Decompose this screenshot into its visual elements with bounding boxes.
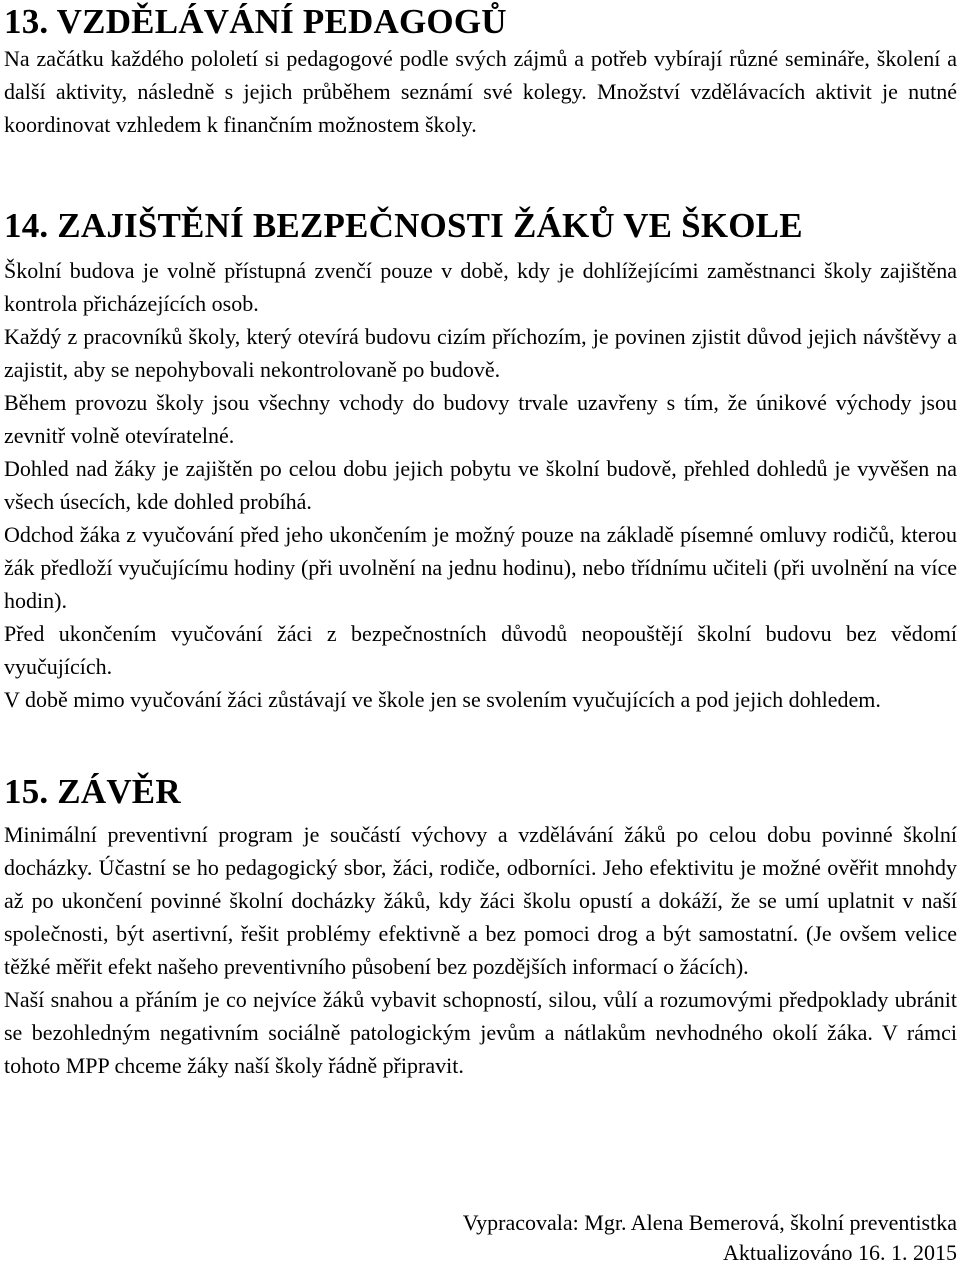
section-student-safety [4,206,957,716]
paragraph: Školní budova je volně přístupná zvenčí pouze v době, kdy je dohlížejícími zaměstnanci školy zajištěna kontrola přicházejících osob. [4,258,957,316]
paragraph: V době mimo vyučování žáci zůstávají ve škole jen se svolením vyučujících a pod jejich dohledem. [4,687,881,712]
paragraph: Dohled nad žáky je zajištěn po celou dobu jejich pobytu ve školní budově, přehled dohledů je vyvěšen na všech úsecích, kde dohled probíhá. [4,456,957,514]
section-heading: 13. VZDĚLÁVÁNÍ PEDAGOGŮ [4,2,507,41]
signature-block [463,1208,957,1268]
section-heading: 15. ZÁVĚR [4,772,181,811]
section-conclusion [4,772,957,1082]
paragraph: Každý z pracovníků školy, který otevírá budovu cizím příchozím, je povinen zjistit důvod jejich návštěvy a zajistit, aby se nepohybovali nekontrolovaně po budově. [4,324,957,382]
paragraph: Během provozu školy jsou všechny vchody do budovy trvale uzavřeny s tím, že únikové východy jsou zevnitř volně otevíratelné. [4,390,957,448]
updated-date: Aktualizováno 16. 1. 2015 [722,1240,957,1265]
section-heading: 14. ZAJIŠTĚNÍ BEZPEČNOSTI ŽÁKŮ VE ŠKOLE [4,206,803,245]
author-line: Vypracovala: Mgr. Alena Bemerová, školní preventistka [462,1210,957,1235]
paragraph: Minimální preventivní program je součástí výchovy a vzdělávání žáků po celou dobu povinné školní docházky. Účastní se ho pedagogický sbor, žáci, rodiče, odborníci. Jeho efektivitu je možné ověřit mnohdy až po ukončení povinné školní docházky žáků, kdy žáci školu opustí a dokáží, že se umí uplatnit v naší společnosti, být asertivní, řešit problémy efektivně a bez pomoci drog a být samostatní. (Je ovšem velice těžké měřit efekt našeho preventivního působení bez pozdějších informací o žácích). [4,822,957,979]
paragraph: Odchod žáka z vyučování před jeho ukončením je možný pouze na základě písemné omluvy rodičů, kterou žák předloží vyučujícímu hodiny (při uvolnění na jednu hodinu), nebo třídnímu učiteli (při uvolnění na více hodin). [4,522,957,613]
paragraph: Na začátku každého pololetí si pedagogové podle svých zájmů a potřeb vybírají různé semináře, školení a další aktivity, následně s jejich průběhem seznámí své kolegy. Množství vzdělávacích aktivit je nutné koordinovat vzhledem k finančním možnostem školy. [4,46,957,137]
paragraph: Před ukončením vyučování žáci z bezpečnostních důvodů neopouštějí školní budovu bez vědomí vyučujících. [4,621,957,679]
paragraph: Naší snahou a přáním je co nejvíce žáků vybavit schopností, silou, vůlí a rozumovými předpoklady ubránit se bezohledným negativním sociálně patologickým jevům a nátlakům nevhodného okolí žáka. V rámci tohoto MPP chceme žáky naší školy řádně připravit. [4,987,957,1078]
section-teacher-education [4,2,957,141]
